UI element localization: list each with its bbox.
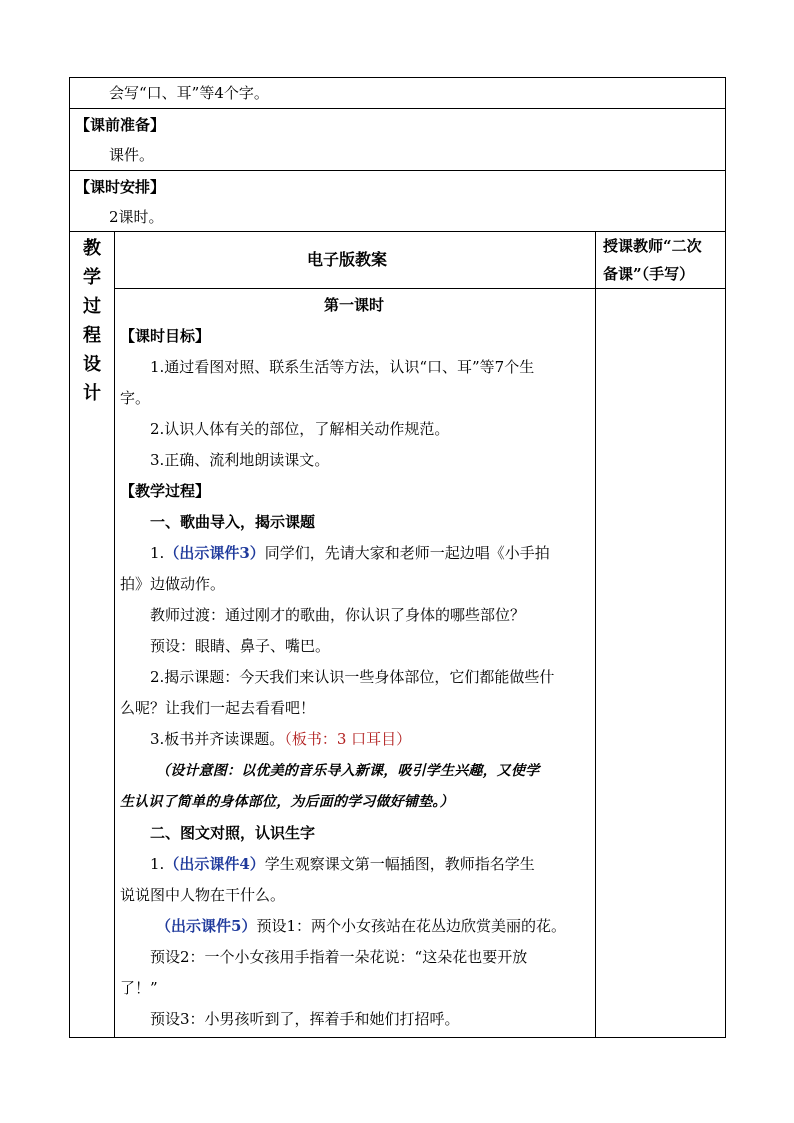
right-column-header-line2: 备课”（手写） (603, 265, 695, 283)
p5-text: 3.板书并齐读课题。 (150, 730, 285, 748)
paragraph-1-cont: 拍》边做动作。 (120, 575, 226, 593)
prep-title: 【课前准备】 (75, 116, 166, 134)
schedule-content: 2课时。 (109, 208, 164, 226)
process-title: 【教学过程】 (120, 482, 211, 500)
blackboard-tag: （板书：3 口耳目） (284, 730, 412, 748)
courseware-tag-3: （出示课件3） (164, 544, 265, 562)
write-goal-text: 会写“口、耳”等4个字。 (109, 84, 269, 102)
goal-1b: 字。 (120, 389, 151, 407)
section-2-heading: 二、图文对照，认识生字 (150, 824, 316, 842)
p7-text: 预设1：两个小女孩站在花丛边欣赏美丽的花。 (256, 917, 566, 935)
paragraph-4b: 么呢？让我们一起去看看吧！ (120, 699, 316, 717)
paragraph-2: 教师过渡：通过刚才的歌曲，你认识了身体的哪些部位？ (150, 606, 526, 624)
side-char: 学 (83, 267, 101, 288)
courseware-tag-5: （出示课件5） (156, 917, 257, 935)
paragraph-3: 预设：眼睛、鼻子、嘴巴。 (150, 637, 331, 655)
design-note-b: 生认识了简单的身体部位，为后面的学习做好铺垫。） (120, 794, 454, 810)
paragraph-8b: 了！” (120, 979, 158, 997)
goal-3: 3.正确、流利地朗读课文。 (150, 451, 330, 469)
design-note-a: （设计意图：以优美的音乐导入新课，吸引学生兴趣，又使学 (156, 763, 540, 779)
paragraph-6 (150, 854, 535, 874)
p6-number: 1. (150, 855, 165, 873)
goal-1a: 1.通过看图对照、联系生活等方法，认识“口、耳”等7个生 (150, 358, 535, 376)
prep-content: 课件。 (109, 146, 155, 164)
side-label (72, 234, 112, 408)
paragraph-9: 预设3：小男孩听到了，挥着手和她们打招呼。 (150, 1010, 460, 1028)
paragraph-1 (150, 543, 550, 563)
p1-text: 同学们，先请大家和老师一起边唱《小手拍 (264, 544, 550, 562)
right-column-header-line1: 授课教师“二次 (603, 237, 702, 255)
paragraph-6-cont: 说说图中人物在干什么。 (120, 886, 286, 904)
goals-title: 【课时目标】 (120, 327, 211, 345)
goal-2: 2.认识人体有关的部位，了解相关动作规范。 (150, 420, 450, 438)
side-char: 过 (83, 296, 101, 317)
schedule-title: 【课时安排】 (75, 178, 166, 196)
side-char: 程 (83, 325, 101, 346)
period-title: 第一课时 (324, 296, 385, 314)
courseware-tag-4: （出示课件4） (164, 855, 265, 873)
side-char: 计 (83, 383, 101, 404)
main-column-header: 电子版教案 (307, 250, 388, 269)
paragraph-7 (156, 916, 566, 936)
side-char: 设 (83, 354, 101, 375)
paragraph-5 (150, 729, 411, 749)
section-1-heading: 一、歌曲导入，揭示课题 (150, 513, 316, 531)
side-char: 教 (83, 238, 101, 259)
p6-text: 学生观察课文第一幅插图，教师指名学生 (264, 855, 535, 873)
paragraph-4a: 2.揭示课题：今天我们来认识一些身体部位，它们都能做些什 (150, 668, 555, 686)
p1-number: 1. (150, 544, 165, 562)
paragraph-8a: 预设2：一个小女孩用手指着一朵花说：“这朵花也要开放 (150, 948, 528, 966)
